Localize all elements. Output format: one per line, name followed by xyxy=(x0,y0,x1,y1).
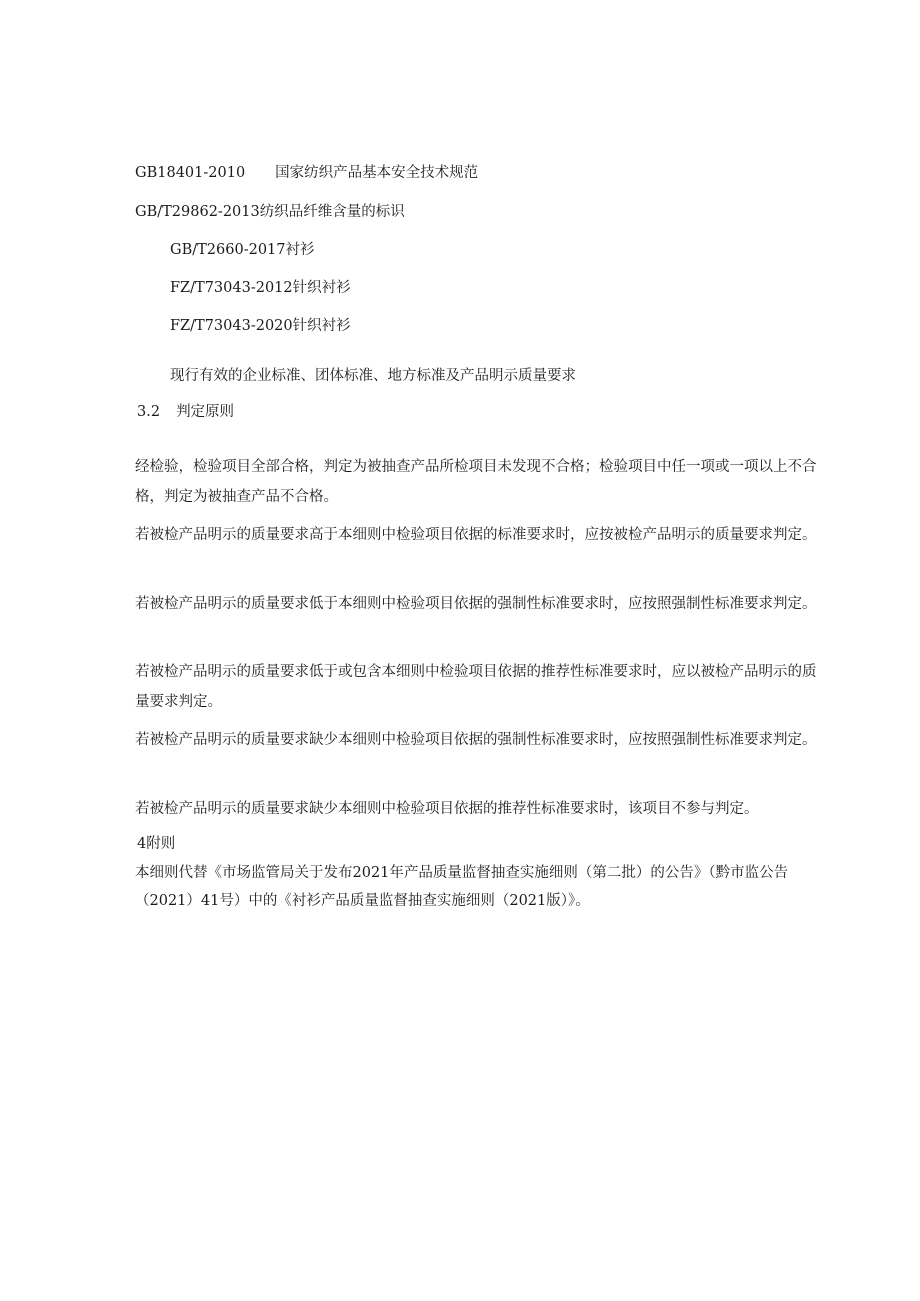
section-heading: 4附则 xyxy=(137,836,176,852)
standard-code: FZ/T73043-2012 xyxy=(170,280,293,296)
standard-item xyxy=(170,278,351,298)
standard-code: GB/T29862-2013 xyxy=(135,204,260,220)
paragraph: 若被检产品明示的质量要求低于或包含本细则中检验项目依据的推荐性标准要求时，应以被检产品明示的质量要求判定。 xyxy=(135,664,817,710)
paragraph: 若被检产品明示的质量要求缺少本细则中检验项目依据的推荐性标准要求时，该项目不参与判定。 xyxy=(135,801,759,817)
paragraph: 若被检产品明示的质量要求缺少本细则中检验项目依据的强制性标准要求时，应按照强制性标准要求判定。 xyxy=(135,732,817,748)
paragraph: 本细则代替《市场监管局关于发布2021年产品质量监督抽查实施细则（第二批）的公告》（黔市监公告（2021）41号）中的《衬衫产品质量监督抽查实施细则（2021版）》。 xyxy=(135,865,789,909)
section-title: 判定原则 xyxy=(176,404,235,420)
paragraph: 经检验，检验项目全部合格，判定为被抽查产品所检项目未发现不合格；检验项目中任一项或一项以上不合格，判定为被抽查产品不合格。 xyxy=(135,459,817,505)
standard-code: FZ/T73043-2020 xyxy=(170,318,293,334)
section-number: 3.2 xyxy=(137,404,161,420)
standard-item xyxy=(135,163,478,183)
paragraph: 若被检产品明示的质量要求高于本细则中检验项目依据的标准要求时，应按被检产品明示的质量要求判定。 xyxy=(135,527,817,543)
standard-item xyxy=(170,316,351,336)
standard-code: GB18401-2010 xyxy=(135,165,246,181)
standard-title: 针织衬衫 xyxy=(292,280,351,296)
standard-title: 针织衬衫 xyxy=(292,318,351,334)
section-heading xyxy=(137,402,234,422)
standard-title: 国家纺织产品基本安全技术规范 xyxy=(275,165,479,181)
paragraph: 若被检产品明示的质量要求低于本细则中检验项目依据的强制性标准要求时，应按照强制性标准要求判定。 xyxy=(135,596,817,612)
standard-item xyxy=(135,202,405,222)
standard-title: 衬衫 xyxy=(285,242,315,258)
standard-item xyxy=(170,240,315,260)
standards-note: 现行有效的企业标准、团体标准、地方标准及产品明示质量要求 xyxy=(170,368,576,384)
standard-title: 纺织品纤维含量的标识 xyxy=(259,204,405,220)
standard-code: GB/T2660-2017 xyxy=(170,242,286,258)
